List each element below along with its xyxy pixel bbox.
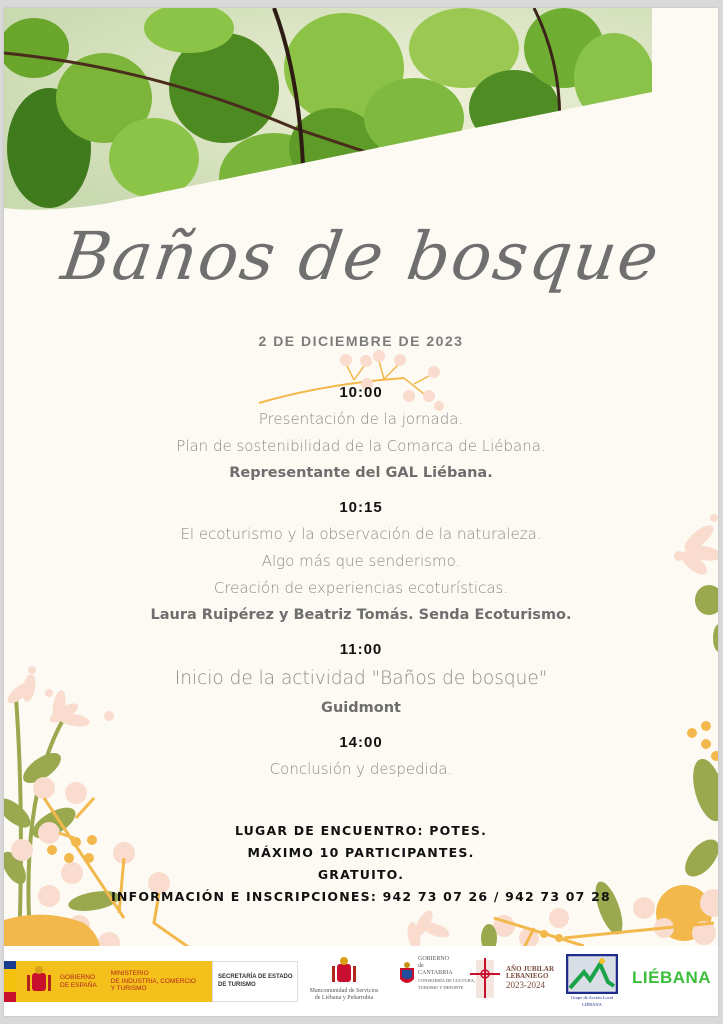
spain-coat-of-arms-icon — [24, 965, 54, 999]
schedule-text: Plan de sostenibilidad de la Comarca de Liébana. — [176, 437, 546, 455]
cantabria-shield-icon — [399, 961, 415, 987]
schedule-text: Algo más que senderismo. — [261, 552, 461, 570]
logo-mancomunidad: Mancomunidad de Servicios de Liébana y Peñarrubia — [304, 956, 384, 1002]
schedule-time: 11:00 — [339, 641, 383, 658]
event-info — [4, 820, 718, 908]
poster-title: Baños de bosque — [57, 218, 665, 295]
floral-decoration-left — [4, 658, 244, 958]
schedule-text: Inicio de la actividad "Baños de bosque" — [174, 668, 548, 689]
schedule-text: El ecoturismo y la observación de la naturaleza. — [180, 525, 542, 543]
schedule-text: Conclusión y despedida. — [269, 760, 453, 778]
schedule-text: Presentación de la jornada. — [258, 410, 464, 428]
schedule-text: Creación de experiencias ecoturísticas. — [213, 579, 509, 597]
coat-of-arms-icon — [329, 956, 359, 988]
meeting-point: LUGAR DE ENCUENTRO: POTES. — [234, 823, 488, 838]
eu-flag-strip — [4, 961, 16, 1002]
logo-ano-jubilar: AÑO JUBILAR LEBANIEGO 2023-2024 — [468, 956, 554, 1000]
event-date: 2 DE DICIEMBRE DE 2023 — [258, 333, 464, 349]
logo-secretaria-turismo: SECRETARÍA DE ESTADO DE TURISMO — [212, 961, 298, 1002]
schedule-time: 10:15 — [339, 499, 383, 516]
sponsor-logos — [4, 946, 718, 1016]
schedule-speaker: Representante del GAL Liébana. — [229, 465, 493, 481]
price: GRATUITO. — [317, 867, 405, 882]
contact-phones: INFORMACIÓN E INSCRIPCIONES: 942 73 07 26 / 942 73 07 28 — [111, 889, 611, 904]
poster — [4, 8, 718, 1016]
liebana-wordmark: LIÉBANA — [632, 968, 712, 987]
logo-gobierno-cantabria: GOBIERNO de CANTABRIA CONSEJERÍA DE CULTURA, TURISMO Y DEPORTE — [399, 956, 475, 991]
schedule-time: 14:00 — [339, 734, 383, 751]
schedule-item — [4, 380, 718, 487]
schedule-speaker: Guidmont — [321, 700, 401, 716]
logo-gal-liebana: Grupo de Acción Local LIÉBANA — [566, 954, 618, 1008]
jubilee-cross-icon — [468, 956, 502, 1000]
schedule-time: 10:00 — [339, 384, 383, 401]
hero-leaf-photo — [4, 8, 718, 218]
schedule-speaker: Laura Ruipérez y Beatriz Tomás. Senda Ecoturismo. — [150, 607, 572, 623]
logo-gobierno-espana: GOBIERNO DE ESPAÑA MINISTERIO DE INDUSTRIA, COMERCIO Y TURISMO SECRETARÍA DE ESTADO DE TURISMO — [4, 961, 299, 1002]
max-participants: MÁXIMO 10 PARTICIPANTES. — [247, 845, 475, 860]
mountain-logo-icon — [566, 954, 618, 994]
logo-liebana — [632, 968, 711, 988]
